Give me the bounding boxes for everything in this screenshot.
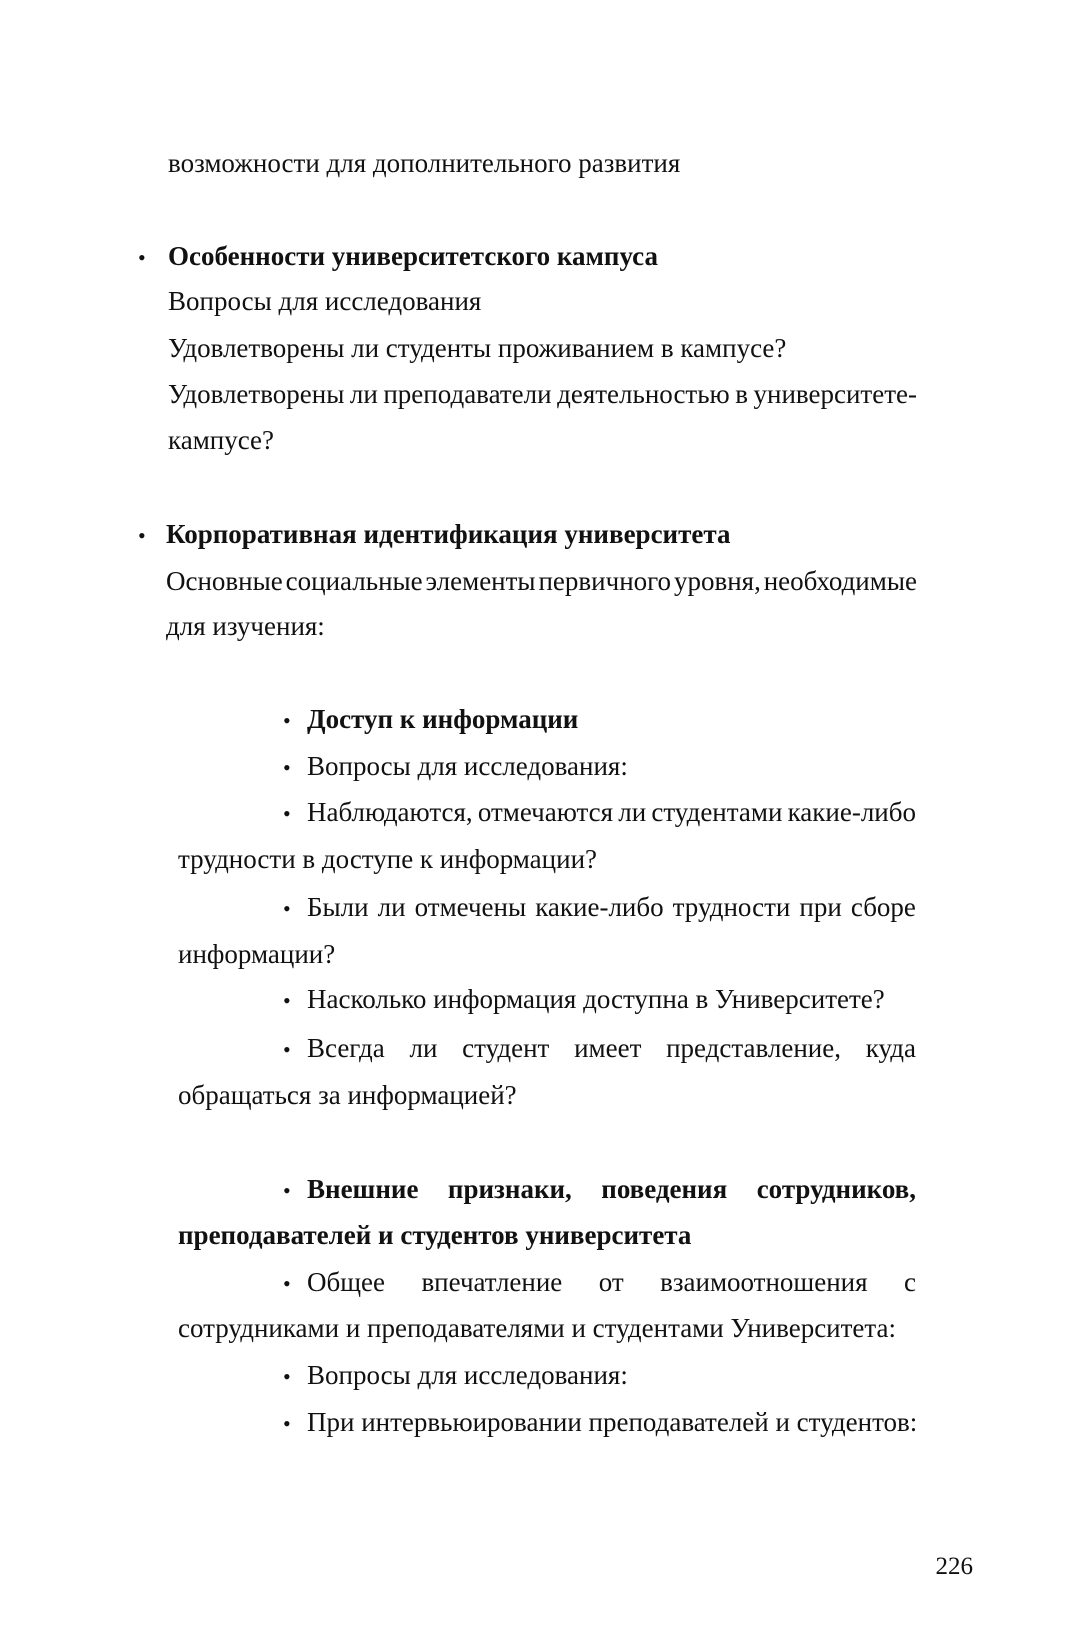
justified-line — [166, 568, 917, 595]
word: ли — [349, 379, 378, 409]
word: трудности — [672, 892, 791, 922]
bullet-icon: • — [283, 896, 291, 921]
word: социальные — [285, 566, 423, 596]
bullet-icon: • — [138, 523, 146, 548]
justified-line — [307, 1269, 916, 1296]
word: Были — [307, 892, 369, 922]
justified-line — [307, 894, 916, 921]
word: какие-либо — [535, 892, 664, 922]
word: поведения — [601, 1174, 728, 1204]
word: впечатление — [421, 1267, 563, 1297]
subsection-heading: Доступ к информации — [307, 704, 579, 734]
text-line: кампусе? — [168, 425, 275, 455]
word: Внешние — [307, 1174, 419, 1204]
word: студент — [462, 1033, 550, 1063]
word: признаки, — [447, 1174, 572, 1204]
bullet-icon: • — [283, 988, 291, 1013]
text-line: сотрудниками и преподавателями и студентами Университета: — [178, 1313, 897, 1343]
bullet-icon: • — [283, 1411, 291, 1436]
bullet-icon: • — [283, 1037, 291, 1062]
section-heading: Особенности университетского кампуса — [168, 241, 658, 271]
word: деятельностью — [557, 379, 730, 409]
bullet-icon: • — [283, 708, 291, 733]
word: необходимые — [763, 566, 917, 596]
word: университете- — [753, 379, 917, 409]
justified-heading — [307, 1176, 916, 1203]
bullet-icon: • — [138, 245, 146, 270]
text-line: Вопросы для исследования: — [307, 1360, 628, 1390]
text-line: При интервьюировании преподавателей и студентов: — [307, 1407, 918, 1437]
justified-line — [307, 799, 916, 826]
word: Основные — [166, 566, 283, 596]
word: взаимоотношения — [660, 1267, 868, 1297]
word: отмечены — [414, 892, 527, 922]
bullet-icon: • — [283, 755, 291, 780]
word: элементы — [425, 566, 536, 596]
word: сборе — [850, 892, 916, 922]
word: от — [598, 1267, 624, 1297]
word: имеет — [574, 1033, 642, 1063]
word: Удовлетворены — [168, 379, 345, 409]
text-line: для изучения: — [166, 611, 325, 641]
word: Общее — [307, 1267, 385, 1297]
text-line: трудности в доступе к информации? — [178, 844, 598, 874]
word: первичного — [538, 566, 672, 596]
bullet-icon: • — [283, 1364, 291, 1389]
word: представление, — [666, 1033, 841, 1063]
word: при — [799, 892, 842, 922]
justified-line — [307, 1035, 916, 1062]
word: какие-либо — [787, 797, 916, 827]
bullet-icon: • — [283, 1271, 291, 1296]
word: Всегда — [307, 1033, 385, 1063]
word: преподаватели — [383, 379, 552, 409]
justified-line — [168, 381, 917, 408]
word: ли — [618, 797, 647, 827]
text-line: информации? — [178, 939, 336, 969]
text-line: Вопросы для исследования: — [307, 751, 628, 781]
text-line: Вопросы для исследования — [168, 286, 482, 316]
word: с — [903, 1267, 916, 1297]
word: студентами — [651, 797, 783, 827]
word: в — [735, 379, 748, 409]
word: сотрудников, — [756, 1174, 916, 1204]
word: ли — [409, 1033, 438, 1063]
section-heading: Корпоративная идентификация университета — [166, 519, 731, 549]
bullet-icon: • — [283, 801, 291, 826]
text-line: Удовлетворены ли студенты проживанием в кампусе? — [168, 333, 787, 363]
text-line: обращаться за информацией? — [178, 1080, 517, 1110]
word: куда — [865, 1033, 916, 1063]
word: ли — [377, 892, 406, 922]
word: Наблюдаются, — [307, 797, 473, 827]
subsection-heading: преподавателей и студентов университета — [178, 1220, 692, 1250]
word: отмечаются — [477, 797, 614, 827]
word: уровня, — [673, 566, 761, 596]
page-number: 226 — [935, 1553, 973, 1580]
bullet-icon: • — [283, 1178, 291, 1203]
text-line: Насколько информация доступна в Университете? — [307, 984, 885, 1014]
text-line: возможности для дополнительного развития — [168, 148, 681, 178]
